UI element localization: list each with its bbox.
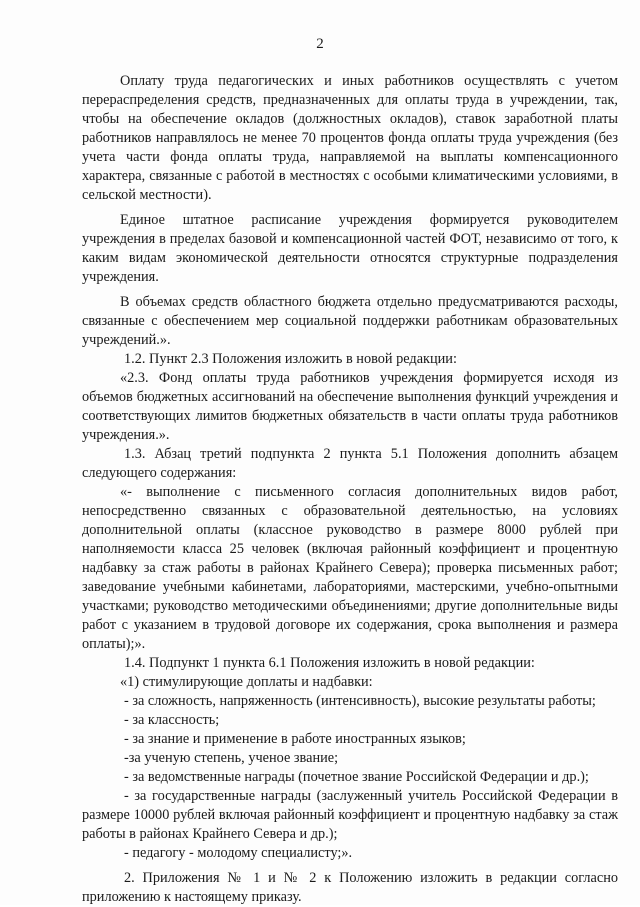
page-number: 2 — [316, 36, 324, 52]
list-item-languages: - за знание и применение в работе иностранных языков; — [124, 731, 466, 747]
paragraph-item-1-4: 1.4. Подпункт 1 пункта 6.1 Положения изложить в новой редакции: — [124, 655, 535, 671]
paragraph-appendices: 2. Приложения № 1 и № 2 к Положению изложить в редакции согласно приложению к настоящему приказу. — [82, 870, 618, 905]
paragraph-item-1-3: 1.3. Абзац третий подпункта 2 пункта 5.1 Положения дополнить абзацем следующего содержания: — [82, 446, 618, 481]
document-body — [82, 72, 618, 907]
list-item-young-specialist: - педагогу - молодому специалисту;». — [124, 845, 353, 861]
list-item-class: - за классность; — [124, 712, 220, 728]
paragraph-incentive-header: «1) стимулирующие доплаты и надбавки: — [120, 674, 373, 690]
paragraph-staff-schedule: Единое штатное расписание учреждения формируется руководителем учреждения в пределах базовой и компенсационной частей ФОТ, независимо от того, к каким видам экономической деятельности относятся структурные подразделения учреждения. — [82, 212, 618, 285]
paragraph-additional-work: «- выполнение с письменного согласия дополнительных видов работ, непосредственно связанных с образовательной деятельностью, на условиях дополнительной оплаты (классное руководство в размере 8000 рублей при наполняемости класса 25 человек (включая районный коэффициент и процентную надбавку за стаж работы в районах Крайнего Севера); проверка письменных работ; заведование учебными кабинетами, лабораториями, мастерскими, учебно-опытными участками; руководство методическими объединениями; другие дополнительные виды работ с указанием в трудовой договоре их содержания, срока выполнения и размера оплаты);». — [82, 484, 618, 652]
list-item-departmental-awards: - за ведомственные награды (почетное звание Российской Федерации и др.); — [124, 769, 589, 785]
list-item-state-awards: - за государственные награды (заслуженный учитель Российской Федерации в размере 10000 рублей включая районный коэффициент и процентную надбавку за стаж работы в районах Крайнего Севера и др.); — [82, 788, 618, 842]
list-item-complexity: - за сложность, напряженность (интенсивность), высокие результаты работы; — [124, 693, 596, 709]
list-item-degree: -за ученую степень, ученое звание; — [124, 750, 339, 766]
paragraph-regional-budget: В объемах средств областного бюджета отдельно предусматриваются расходы, связанные с обеспечением мер социальной поддержки работникам образовательных учреждений.». — [82, 294, 618, 348]
paragraph-item-1-2: 1.2. Пункт 2.3 Положения изложить в новой редакции: — [124, 351, 457, 367]
paragraph-clause-2-3: «2.3. Фонд оплаты труда работников учреждения формируется исходя из объемов бюджетных ассигнований на обеспечение выполнения функций учреждения и соответствующих лимитов бюджетных обязательств в части оплаты труда работников учреждения.». — [82, 370, 618, 443]
paragraph-salary-distribution: Оплату труда педагогических и иных работников осуществлять с учетом перераспределения средств, предназначенных для оплаты труда в учреждении, так, чтобы на обеспечение окладов (должностных окладов), ставок заработной платы работников направлялось не менее 70 процентов фонда оплаты труда учреждения (без учета части фонда оплаты труда, направляемой на выплаты компенсационного характера, связанные с работой в местностях с особыми климатическими условиями, в сельской местности). — [82, 73, 618, 203]
